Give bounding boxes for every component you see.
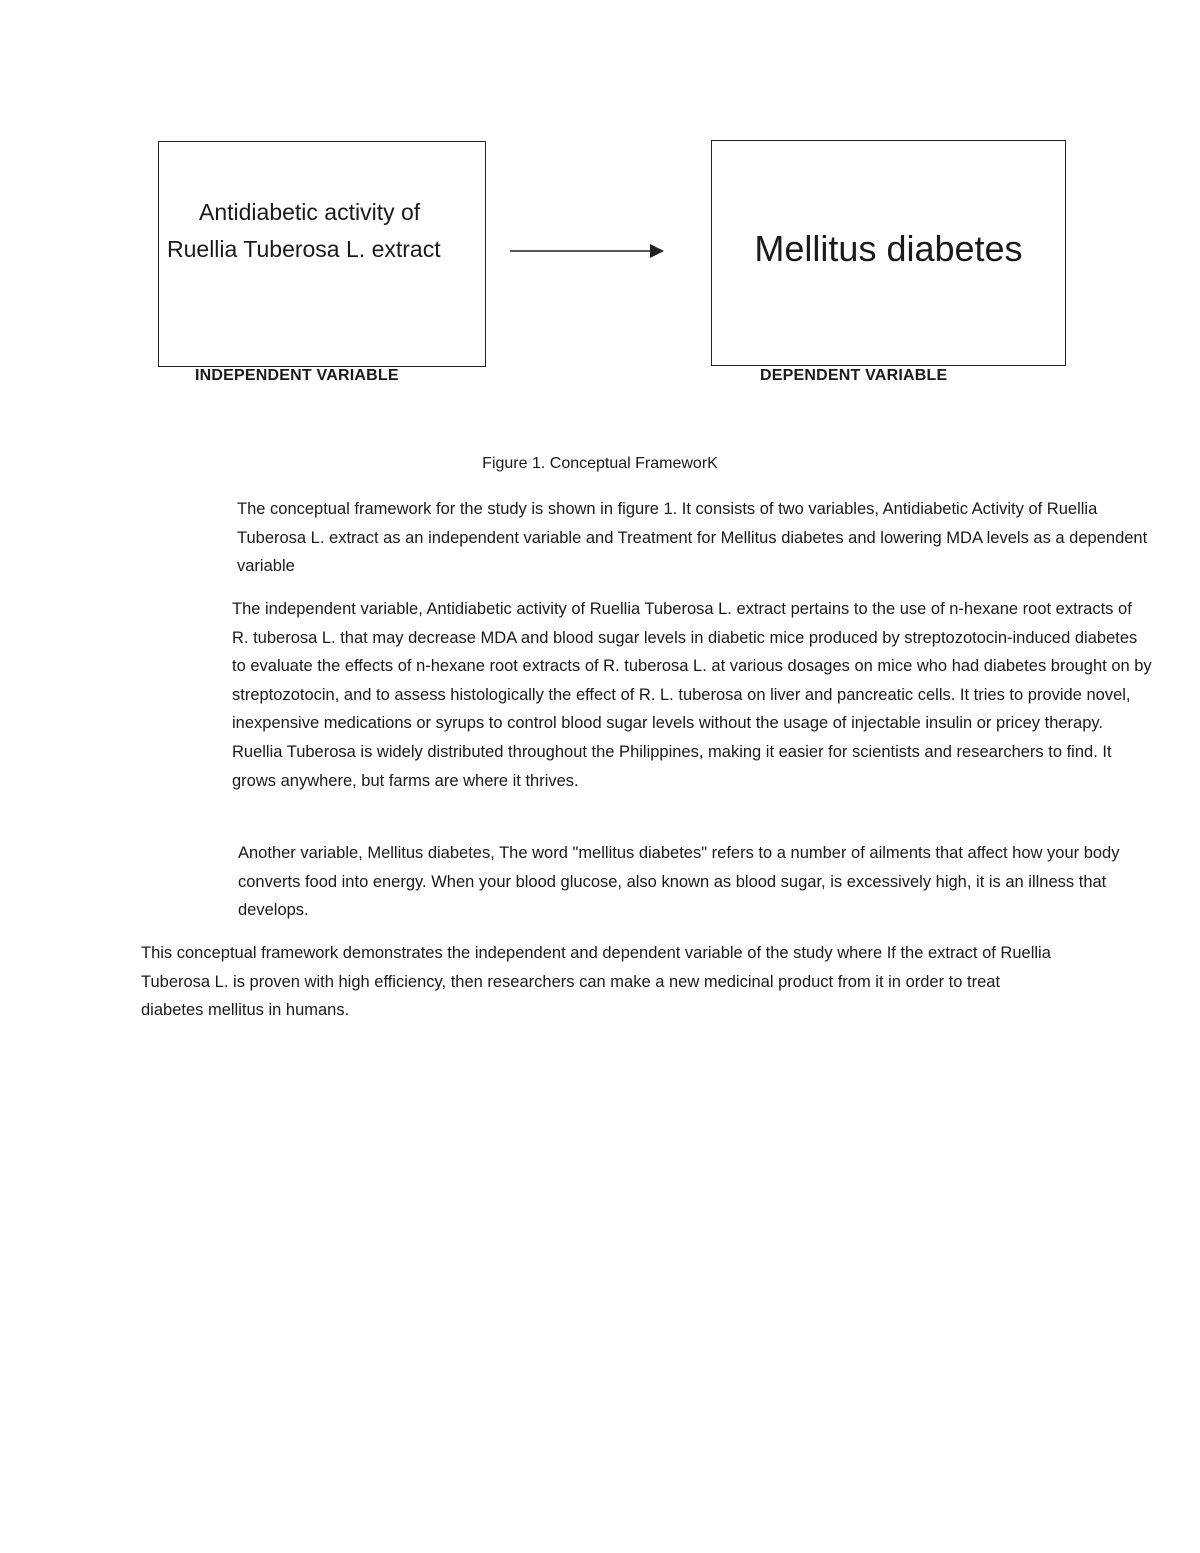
figure-caption: Figure 1. Conceptual FrameworK (482, 455, 718, 472)
independent-variable-line-2: Ruellia Tuberosa L. extract (167, 236, 441, 262)
paragraph-framework-overview: The conceptual framework for the study is shown in figure 1. It consists of two variables, Antidiabetic Activity of Ruellia Tuberosa L. extract as an independent variable and Treatment for Mellitus diabetes and lowering MDA levels as a dependent variable (237, 500, 1148, 576)
paragraph-dependent-variable: Another variable, Mellitus diabetes, The word "mellitus diabetes" refers to a number of ailments that affect how your body converts food into energy. When your blood glucose, also known as blood sugar, is excessively high, it is an illness that develops. (238, 844, 1120, 920)
independent-variable-label: INDEPENDENT VARIABLE (195, 367, 399, 384)
dependent-variable-box (711, 140, 1066, 366)
independent-variable-text (159, 194, 485, 268)
arrow-right-icon (508, 241, 668, 261)
dependent-variable-label: DEPENDENT VARIABLE (760, 367, 948, 384)
independent-variable-line-1: Antidiabetic activity of (199, 199, 421, 225)
dependent-variable-text: Mellitus diabetes (754, 228, 1023, 269)
independent-variable-box (158, 141, 486, 367)
paragraph-independent-variable: The independent variable, Antidiabetic activity of Ruellia Tuberosa L. extract pertains to the use of n-hexane root extracts of R. tuberosa L. that may decrease MDA and blood sugar levels in diabetic mice produced by streptozotocin-induced diabetes to evaluate the effects of n-hexane root extracts of R. tuberosa L. at various dosages on mice who had diabetes brought on by streptozotocin, and to assess histologically the effect of R. L. tuberosa on liver and pancreatic cells. It tries to provide novel, inexpensive medications or syrups to control blood sugar levels without the usage of injectable insulin or pricey therapy. Ruellia Tuberosa is widely distributed throughout the Philippines, making it easier for scientists and researchers to find. It grows anywhere, but farms are where it thrives. (232, 600, 1152, 790)
paragraph-conclusion: This conceptual framework demonstrates the independent and dependent variable of the study where If the extract of Ruellia Tuberosa L. is proven with high efficiency, then researchers can make a new medicinal product from it in order to treat diabetes mellitus in humans. (141, 944, 1051, 1020)
